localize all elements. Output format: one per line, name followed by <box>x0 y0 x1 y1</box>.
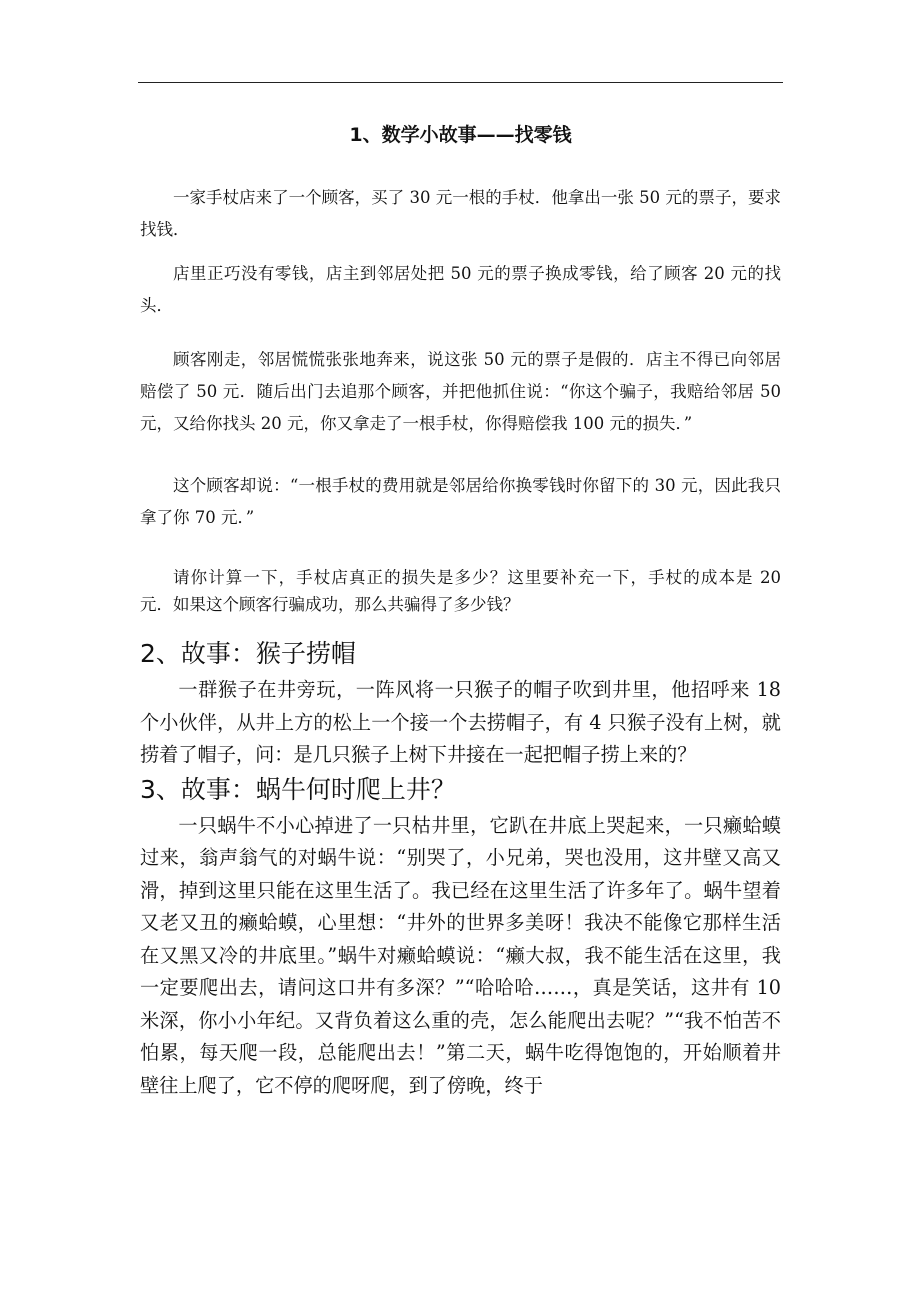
section-3-title: 3、故事：蜗牛何时爬上井？ <box>140 774 456 804</box>
paragraph: 这个顾客却说：“一根手杖的费用就是邻居给你换零钱时你留下的 30 元，因此我只拿了你 70 元．” <box>140 476 781 527</box>
header-rule <box>138 82 783 83</box>
paragraph: 一群猴子在井旁玩，一阵风将一只猴子的帽子吹到井里，他招呼来 18 个小伙伴，从井上方的松上一个接一个去捞帽子，有 4 只猴子没有上树，就捞着了帽子，问：是几只猴子上树下井接在一起把帽子捞上来的？ <box>140 678 781 766</box>
section-2-title: 2、故事：猴子捞帽 <box>140 639 356 668</box>
section-2-body <box>140 674 781 772</box>
section-1-body <box>140 182 781 618</box>
paragraph: 店里正巧没有零钱，店主到邻居处把 50 元的票子换成零钱，给了顾客 20 元的找头． <box>140 264 781 315</box>
paragraph: 一家手杖店来了一个顾客，买了 30 元一根的手杖．他拿出一张 50 元的票子，要求找钱． <box>140 188 781 239</box>
section-1-title: 1、数学小故事——找零钱 <box>349 124 572 146</box>
paragraph: 顾客刚走，邻居慌慌张张地奔来，说这张 50 元的票子是假的．店主不得已向邻居赔偿了 50 元．随后出门去追那个顾客，并把他抓住说：“你这个骗子，我赔给邻居 50 元，又给你找头 20 元，你又拿走了一根手杖，你得赔偿我 100 元的损失．” <box>140 350 781 433</box>
section-3-body <box>140 810 781 1103</box>
watermark: zixin.com.cn <box>480 600 743 646</box>
paragraph: 一只蜗牛不小心掉进了一只枯井里，它趴在井底上哭起来，一只癞蛤蟆过来，翁声翁气的对蜗牛说：“别哭了，小兄弟，哭也没用，这井壁又高又滑，掉到这里只能在这里生活了。我已经在这里生活了许多年了。蜗牛望着又老又丑的癞蛤蟆，心里想：“井外的世界多美呀！我决不能像它那样生活在又黑又冷的井底里。”蜗牛对癞蛤蟆说：“癞大叔，我不能生活在这里，我一定要爬出去，请问这口井有多深？”“哈哈哈……，真是笑话，这井有 10 米深，你小小年纪。又背负着这么重的壳，怎么能爬出去呢？”“我不怕苦不怕累，每天爬一段，总能爬出去！”第二天，蜗牛吃得饱饱的，开始顺着井壁往上爬了，它不停的爬呀爬，到了傍晚，终于 <box>140 813 781 1097</box>
document-body <box>140 118 781 1102</box>
paragraph: 请你计算一下，手杖店真正的损失是多少？这里要补充一下，手杖的成本是 20 元．如果这个顾客行骗成功，那么共骗得了多少钱？ <box>140 568 781 614</box>
